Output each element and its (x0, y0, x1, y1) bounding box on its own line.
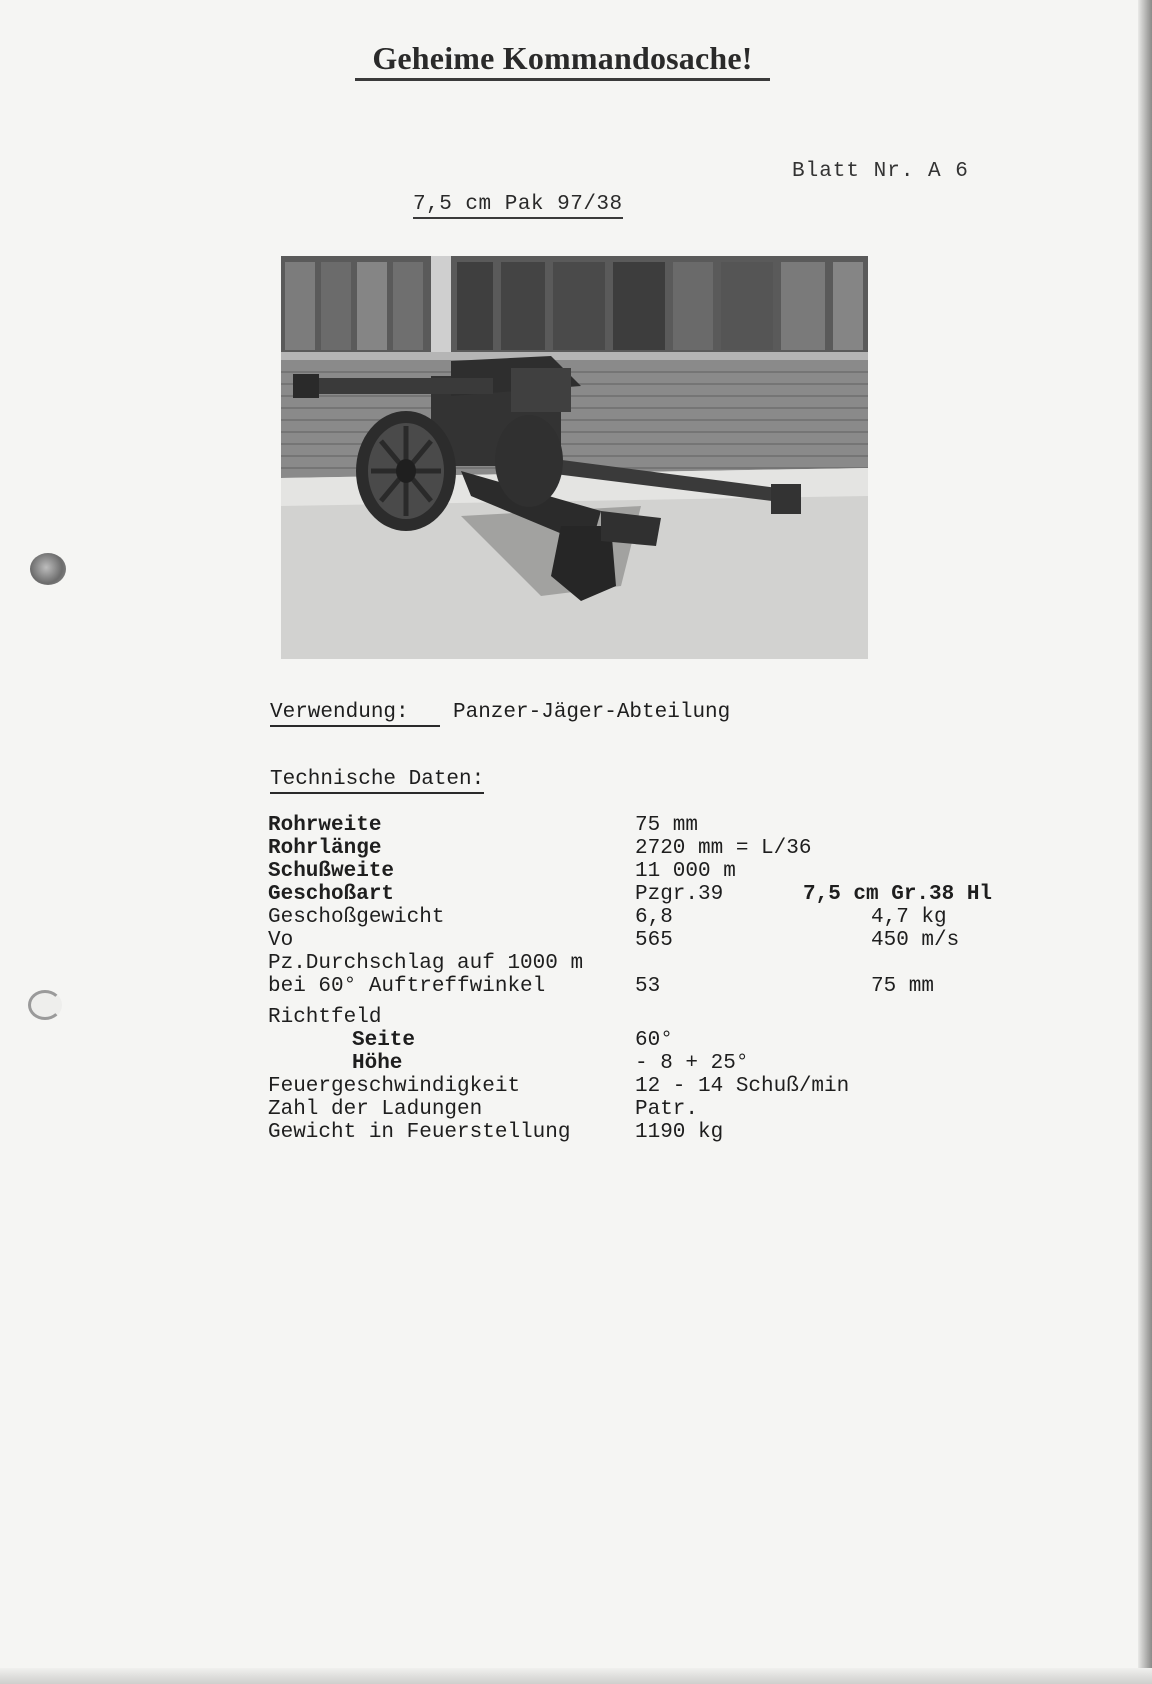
spec-value-secondary: 4,7 kg (871, 906, 947, 929)
punch-hole-icon (30, 553, 66, 585)
spec-label: Feuergeschwindigkeit (268, 1075, 521, 1098)
spec-value-secondary: 75 mm (871, 975, 935, 998)
spec-label: bei 60° Auftreffwinkel (268, 975, 546, 998)
spec-row-elevation (268, 1052, 1048, 1075)
spec-value: 75 mm (635, 814, 699, 837)
spec-row-penetration (268, 952, 1048, 975)
spec-value: 565 (635, 929, 673, 952)
spec-value-secondary: 450 m/s (871, 929, 960, 952)
spec-row-projectile-type (268, 883, 1048, 906)
spec-label: Rohrlänge (268, 837, 382, 860)
gun-photograph (281, 256, 868, 659)
spec-row-range (268, 860, 1048, 883)
spec-value: Pzgr.39 (635, 883, 724, 906)
spec-label: Pz.Durchschlag auf 1000 m (268, 952, 584, 975)
spec-value: Patr. (635, 1098, 699, 1121)
spec-value: 60° (635, 1029, 673, 1052)
spec-value: 2720 mm = L/36 (635, 837, 812, 860)
spec-label: Geschoßart (268, 883, 395, 906)
spec-value: - 8 + 25° (635, 1052, 749, 1075)
spec-row-traverse-side (268, 1029, 1048, 1052)
spec-row-caliber (268, 814, 1048, 837)
page-bottom-shadow (0, 1668, 1152, 1684)
spec-label: Gewicht in Feuerstellung (268, 1121, 571, 1144)
spec-row-rate-of-fire (268, 1075, 1048, 1098)
spec-row-traverse-heading (268, 1006, 1048, 1029)
spec-label: Rohrweite (268, 814, 382, 837)
spec-value: 12 - 14 Schuß/min (635, 1075, 850, 1098)
gun-photo-image (281, 256, 868, 659)
spec-value: 1190 kg (635, 1121, 724, 1144)
spec-row-barrel-length (268, 837, 1048, 860)
spec-label: Vo (268, 929, 294, 952)
document-title: 7,5 cm Pak 97/38 (413, 193, 623, 219)
spec-label: Geschoßgewicht (268, 906, 445, 929)
page-edge-shadow (1138, 0, 1152, 1684)
usage-label: Verwendung: (270, 701, 440, 727)
punch-hole-icon (28, 990, 62, 1020)
technical-data-table (268, 814, 1048, 1144)
technical-data-heading: Technische Daten: (270, 768, 484, 794)
spec-label: Seite (352, 1029, 416, 1052)
spec-row-projectile-weight (268, 906, 1048, 929)
spec-label: Richtfeld (268, 1006, 382, 1029)
spec-label: Höhe (352, 1052, 403, 1075)
spec-row-muzzle-velocity (268, 929, 1048, 952)
spec-value: 11 000 m (635, 860, 736, 883)
usage-value: Panzer-Jäger-Abteilung (453, 701, 731, 724)
spec-row-impact-angle (268, 975, 1048, 998)
spec-label: Schußweite (268, 860, 395, 883)
spec-value: 53 (635, 975, 661, 998)
sheet-number: Blatt Nr. A 6 (792, 160, 969, 183)
spec-value-secondary: 7,5 cm Gr.38 Hl (803, 883, 993, 906)
spec-value: 6,8 (635, 906, 673, 929)
spec-label: Zahl der Ladungen (268, 1098, 483, 1121)
spec-row-charges (268, 1098, 1048, 1121)
classification-heading: Geheime Kommandosache! (355, 38, 770, 81)
spec-row-weight (268, 1121, 1048, 1144)
